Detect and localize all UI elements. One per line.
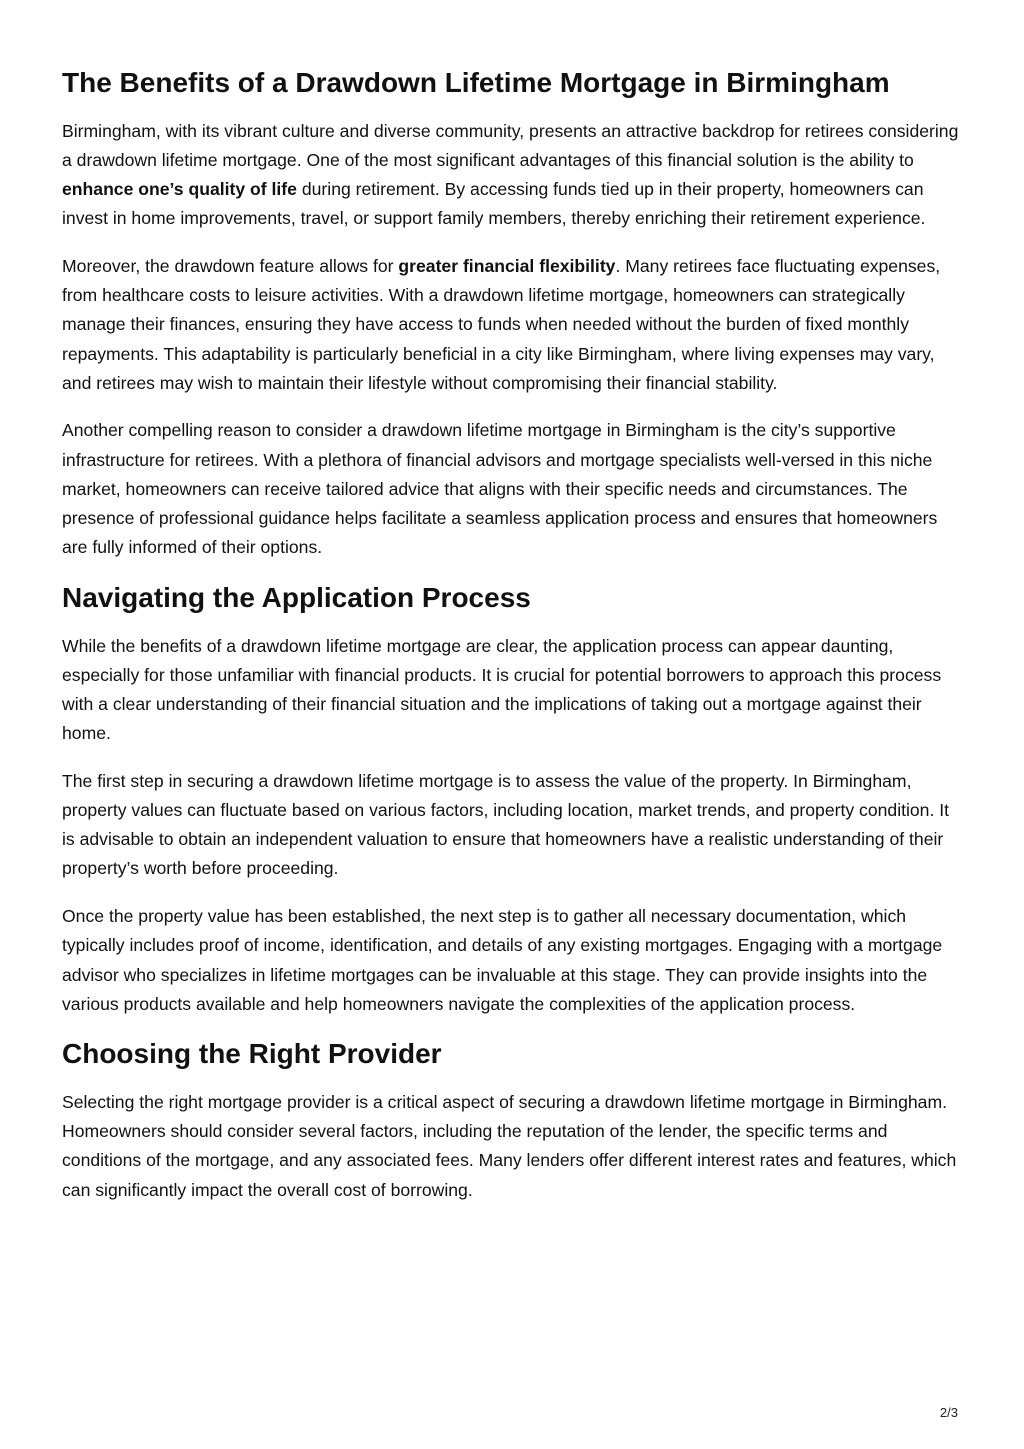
document-page [62, 66, 966, 1223]
page-title: The Benefits of a Drawdown Lifetime Mortgage in Birmingham [62, 67, 890, 98]
application-paragraph-2: The first step in securing a drawdown lifetime mortgage is to assess the value of the property. In Birmingham, property values can fluctuate based on various factors, including location, market trends, and property condition. It is advisable to obtain an independent valuation to ensure that homeowners have a realistic understanding of their property’s worth before proceeding. [62, 770, 950, 879]
bold-phrase-financial-flexibility: greater financial flexibility [398, 255, 616, 276]
text-span: Moreover, the drawdown feature allows for [62, 255, 399, 276]
text-span: during retirement. By accessing funds tied up in their property, homeowners can invest in home improvements, travel, or support family members, thereby enriching their retirement experience. [62, 179, 926, 229]
text-span: . Many retirees face fluctuating expenses, from healthcare costs to leisure activities. With a drawdown lifetime mortgage, homeowners can strategically manage their finances, ensuring they have access to funds when needed without the burden of fixed monthly repayments. This adaptability is particularly beneficial in a city like Birmingham, where living expenses may vary, and retirees may wish to maintain their lifestyle without compromising their financial stability. [62, 255, 941, 393]
section-heading-provider: Choosing the Right Provider [62, 1038, 442, 1070]
bold-phrase-quality-of-life: enhance one’s quality of life [62, 179, 297, 199]
section-heading-application: Navigating the Application Process [62, 581, 531, 613]
benefits-paragraph-2 [62, 252, 966, 398]
page-number: 2/3 [939, 1405, 958, 1420]
benefits-paragraph-3: Another compelling reason to consider a drawdown lifetime mortgage in Birmingham is the city’s supportive infrastructure for retirees. With a plethora of financial advisors and mortgage specialists well-versed in this niche market, homeowners can receive tailored advice that aligns with their specific needs and circumstances. The presence of professional guidance helps facilitate a seamless application process and ensures that homeowners are fully informed of their options. [62, 420, 938, 558]
text-span: Birmingham, with its vibrant culture and diverse community, presents an attractive backdrop for retirees considering a drawdown lifetime mortgage. One of the most significant advantages of this financial solution is the ability to [62, 120, 959, 170]
application-paragraph-3: Once the property value has been established, the next step is to gather all necessary documentation, which typically includes proof of income, identification, and details of any existing mortgages. Engaging with a mortgage advisor who specializes in lifetime mortgages can be invaluable at this stage. They can provide insights into the various products available and help homeowners navigate the complexities of the application process. [62, 906, 943, 1014]
benefits-paragraph-1 [62, 117, 966, 234]
application-paragraph-1: While the benefits of a drawdown lifetime mortgage are clear, the application process can appear daunting, especially for those unfamiliar with financial products. It is crucial for potential borrowers to approach this process with a clear understanding of their financial situation and the implications of taking out a mortgage against their home. [62, 635, 942, 744]
provider-paragraph-1: Selecting the right mortgage provider is a critical aspect of securing a drawdown lifetime mortgage in Birmingham. Homeowners should consider several factors, including the reputation of the lender, the specific terms and conditions of the mortgage, and any associated fees. Many lenders offer different interest rates and features, which can significantly impact the overall cost of borrowing. [62, 1092, 957, 1200]
